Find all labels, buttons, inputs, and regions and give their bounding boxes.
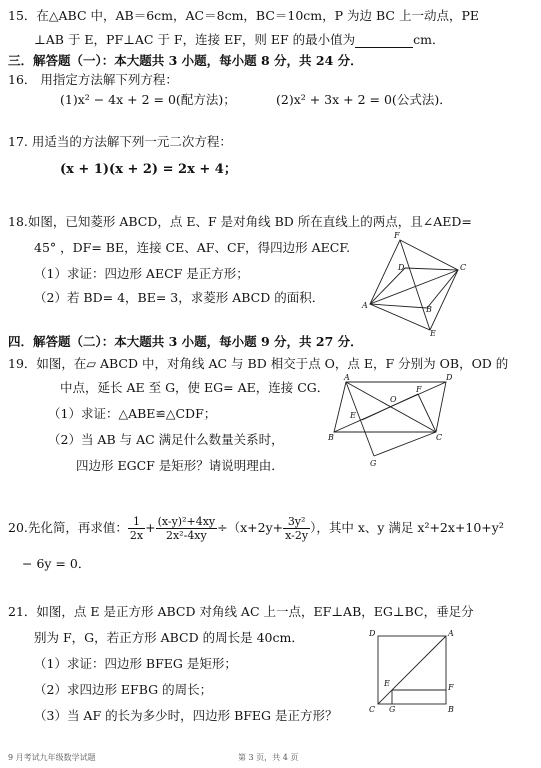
q19-label-d: D [446, 373, 453, 382]
q15-unit: cm． [413, 32, 445, 47]
q19-label-g: G [370, 459, 377, 468]
q18-line2: 45° ，DF= BE，连接 CE、AF、CF，得四边形 AECF. [34, 240, 351, 255]
q19-label-b: B [328, 433, 334, 442]
q17-equation: (x + 1)(x + 2) = 2x + 4； [60, 162, 237, 177]
q20-line2: − 6y = 0． [22, 556, 91, 571]
q21-line1: 21．如图，点 E 是正方形 ABCD 对角线 AC 上一点，EF⊥AB，EG⊥BC，垂足分 [8, 604, 474, 619]
q15-line2 [34, 32, 444, 48]
q21-label-g: G [389, 705, 396, 714]
q21-label-c: C [369, 705, 376, 714]
q18-figure [360, 232, 490, 342]
q20-line1 [8, 514, 504, 542]
q19-part1: （1）求证：△ABE≌△CDF； [48, 406, 217, 421]
q16-title: 16． 用指定方法解下列方程： [8, 72, 178, 87]
q21-label-b: B [448, 705, 454, 714]
q15-line2-text: ⊥AB 于 E，PF⊥AC 于 F，连接 EF，则 EF 的最小值为 [34, 32, 356, 47]
q19-label-e: E [350, 411, 356, 420]
q17-title: 17. 用适当的方法解下列一元二次方程： [8, 134, 232, 149]
q18-label-c: C [460, 263, 467, 272]
q20-mid: ÷（x+2y+ [217, 520, 284, 535]
q20-f3-den: x-2y [285, 529, 309, 542]
q20-fraction-2 [156, 515, 218, 542]
q18-line1: 18.如图，已知菱形 ABCD，点 E、F 是对角线 BD 所在直线上的两点，且∠AED= [8, 214, 472, 229]
q21-line2: 别为 F，G，若正方形 ABCD 的周长是 40cm． [34, 630, 304, 645]
q18-label-a: A [362, 301, 368, 310]
q15-line1: 15．在△ABC 中，AB＝6cm，AC＝8cm，BC＝10cm，P 为边 BC 上一动点，PE [8, 8, 480, 23]
q20-f2-num: (x-y)²+4xy [157, 515, 216, 528]
q19-part3: 四边形 EGCF 是矩形？请说明理由． [76, 458, 284, 473]
q19-line2: 中点，延长 AE 至 G，使 EG= AE，连接 CG． [60, 380, 330, 395]
section1-title: 三．解答题（一）：本大题共 3 小题，每小题 8 分，共 24 分． [8, 53, 363, 68]
q19-label-o: O [390, 395, 397, 404]
q20-plus: + [145, 520, 156, 535]
q18-label-b: B [426, 305, 432, 314]
q21-part1: （1）求证：四边形 BFEG 是矩形； [34, 656, 237, 671]
page-number: 第 3 页，共 4 页 [238, 753, 299, 762]
q19-label-a: A [344, 373, 350, 382]
q16-part2: (2)x² + 3x + 2 = 0(公式法)． [276, 92, 452, 107]
q19-line1: 19．如图，在▱ ABCD 中，对角线 AC 与 BD 相交于点 O，点 E，F 分别为 OB，OD 的 [8, 356, 509, 371]
q18-part2: （2）若 BD= 4，BE= 3，求菱形 ABCD 的面积． [34, 290, 325, 305]
q20-fraction-3 [283, 515, 310, 542]
q20-prefix: 20.先化简，再求值： [8, 520, 128, 535]
q16-part1: (1)x² − 4x + 2 = 0(配方法)； [60, 92, 236, 107]
answer-blank[interactable] [355, 35, 413, 48]
q21-label-a: A [448, 629, 454, 638]
q20-f3-num: 3y² [283, 515, 310, 529]
q19-part2: （2）当 AB 与 AC 满足什么数量关系时， [48, 432, 284, 447]
q19-label-f: F [416, 385, 422, 394]
q21-part3: （3）当 AF 的长为多少时，四边形 BFEG 是正方形？ [34, 708, 338, 723]
q20-suffix: ），其中 x、y 满足 x²+2x+10+y² [310, 520, 504, 535]
q21-label-d: D [369, 629, 376, 638]
section2-title: 四．解答题（二）：本大题共 3 小题，每小题 9 分，共 27 分． [8, 334, 363, 349]
q18-label-d: D [398, 263, 405, 272]
q21-figure [366, 628, 456, 714]
q20-f1-den: 2x [129, 529, 144, 542]
q21-part2: （2）求四边形 EFBG 的周长； [34, 682, 213, 697]
q21-label-e: E [384, 679, 390, 688]
q18-label-e: E [430, 329, 436, 338]
q20-f2-den: 2x²-4xy [165, 529, 207, 542]
footer-title: 9 月考试九年级数学试题 [8, 753, 96, 762]
q19-figure [326, 372, 466, 472]
q18-label-f: F [394, 231, 400, 240]
q20-f1-num: 1 [128, 515, 145, 529]
q21-label-f: F [448, 683, 454, 692]
q18-part1: （1）求证：四边形 AECF 是正方形； [34, 266, 249, 281]
q19-label-c: C [436, 433, 443, 442]
q20-fraction-1 [128, 515, 145, 542]
